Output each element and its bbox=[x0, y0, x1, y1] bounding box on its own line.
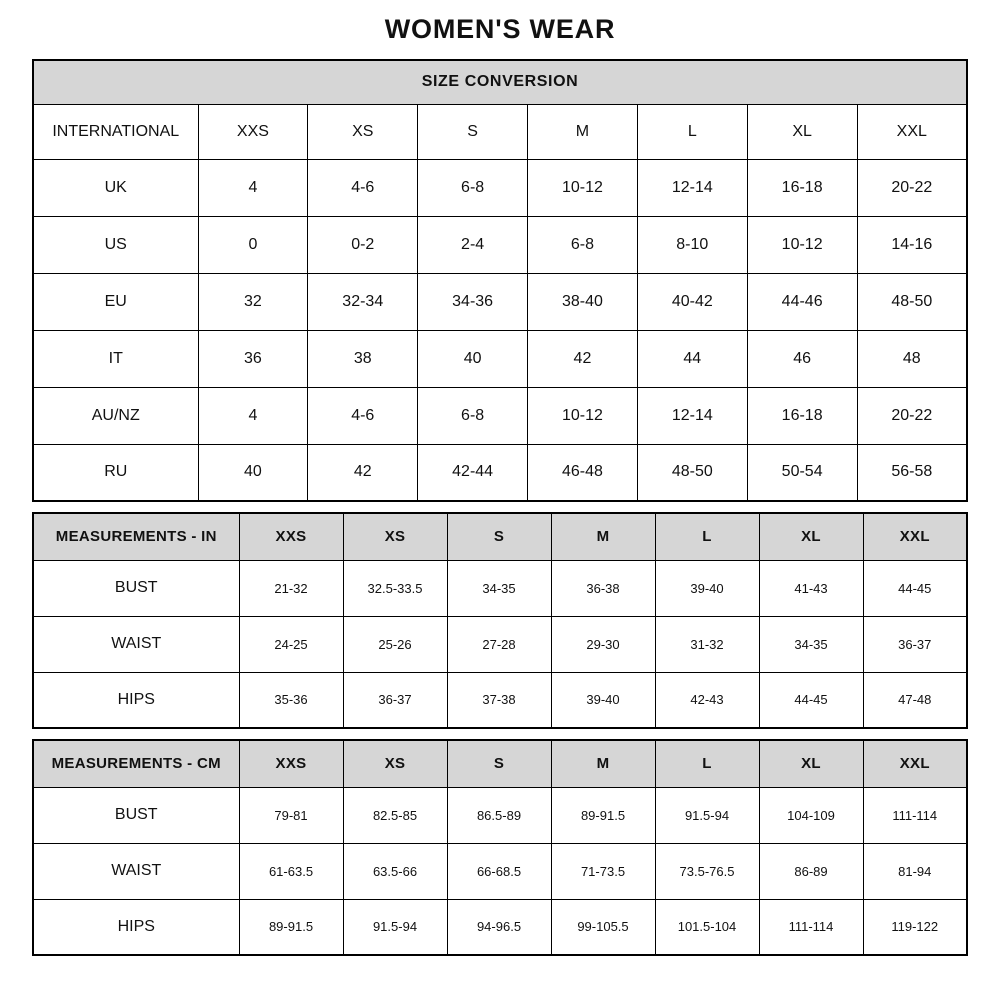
value-cell: 104-109 bbox=[759, 787, 863, 843]
row-label: UK bbox=[33, 159, 198, 216]
measurements-in-header-row bbox=[33, 513, 967, 560]
value-cell: 99-105.5 bbox=[551, 899, 655, 955]
column-header-xxl: XXL bbox=[863, 740, 967, 787]
value-cell: 6-8 bbox=[418, 387, 528, 444]
value-cell: 36-38 bbox=[551, 560, 655, 616]
row-label: IT bbox=[33, 330, 198, 387]
international-column-header: INTERNATIONAL bbox=[33, 104, 198, 159]
value-cell: 86-89 bbox=[759, 843, 863, 899]
column-header-xxs: XXS bbox=[198, 104, 308, 159]
value-cell: 0 bbox=[198, 216, 308, 273]
value-cell: 4-6 bbox=[308, 387, 418, 444]
column-header-m: M bbox=[551, 740, 655, 787]
value-cell: 4 bbox=[198, 387, 308, 444]
value-cell: 24-25 bbox=[239, 616, 343, 672]
value-cell: 56-58 bbox=[857, 444, 967, 501]
value-cell: 38-40 bbox=[528, 273, 638, 330]
column-header-m: M bbox=[551, 513, 655, 560]
value-cell: 4 bbox=[198, 159, 308, 216]
value-cell: 27-28 bbox=[447, 616, 551, 672]
column-header-l: L bbox=[655, 513, 759, 560]
value-cell: 38 bbox=[308, 330, 418, 387]
size-chart-page bbox=[32, 0, 968, 956]
value-cell: 46-48 bbox=[528, 444, 638, 501]
value-cell: 34-35 bbox=[759, 616, 863, 672]
column-header-l: L bbox=[655, 740, 759, 787]
value-cell: 61-63.5 bbox=[239, 843, 343, 899]
value-cell: 44-45 bbox=[759, 672, 863, 728]
value-cell: 36 bbox=[198, 330, 308, 387]
value-cell: 71-73.5 bbox=[551, 843, 655, 899]
column-header-s: S bbox=[447, 740, 551, 787]
value-cell: 73.5-76.5 bbox=[655, 843, 759, 899]
value-cell: 48-50 bbox=[637, 444, 747, 501]
value-cell: 25-26 bbox=[343, 616, 447, 672]
value-cell: 16-18 bbox=[747, 387, 857, 444]
table-row bbox=[33, 444, 967, 501]
size-conversion-title: SIZE CONVERSION bbox=[33, 60, 967, 104]
value-cell: 14-16 bbox=[857, 216, 967, 273]
value-cell: 36-37 bbox=[343, 672, 447, 728]
row-label: HIPS bbox=[33, 672, 239, 728]
value-cell: 32-34 bbox=[308, 273, 418, 330]
value-cell: 44 bbox=[637, 330, 747, 387]
value-cell: 47-48 bbox=[863, 672, 967, 728]
column-header-l: L bbox=[637, 104, 747, 159]
row-label: WAIST bbox=[33, 843, 239, 899]
value-cell: 29-30 bbox=[551, 616, 655, 672]
value-cell: 86.5-89 bbox=[447, 787, 551, 843]
column-header-s: S bbox=[418, 104, 528, 159]
column-header-xl: XL bbox=[759, 740, 863, 787]
value-cell: 40 bbox=[418, 330, 528, 387]
table-row bbox=[33, 560, 967, 616]
value-cell: 91.5-94 bbox=[343, 899, 447, 955]
value-cell: 111-114 bbox=[863, 787, 967, 843]
value-cell: 20-22 bbox=[857, 159, 967, 216]
value-cell: 40-42 bbox=[637, 273, 747, 330]
column-header-xxs: XXS bbox=[239, 740, 343, 787]
value-cell: 0-2 bbox=[308, 216, 418, 273]
column-header-xxl: XXL bbox=[857, 104, 967, 159]
value-cell: 44-45 bbox=[863, 560, 967, 616]
value-cell: 12-14 bbox=[637, 159, 747, 216]
size-conversion-header-row bbox=[33, 104, 967, 159]
value-cell: 32 bbox=[198, 273, 308, 330]
value-cell: 48-50 bbox=[857, 273, 967, 330]
column-header-xl: XL bbox=[759, 513, 863, 560]
row-label: WAIST bbox=[33, 616, 239, 672]
table-row bbox=[33, 387, 967, 444]
value-cell: 79-81 bbox=[239, 787, 343, 843]
value-cell: 16-18 bbox=[747, 159, 857, 216]
value-cell: 34-36 bbox=[418, 273, 528, 330]
value-cell: 42-43 bbox=[655, 672, 759, 728]
measurements-in-label: MEASUREMENTS - IN bbox=[33, 513, 239, 560]
row-label: AU/NZ bbox=[33, 387, 198, 444]
value-cell: 101.5-104 bbox=[655, 899, 759, 955]
column-header-xs: XS bbox=[343, 513, 447, 560]
value-cell: 89-91.5 bbox=[239, 899, 343, 955]
value-cell: 41-43 bbox=[759, 560, 863, 616]
value-cell: 4-6 bbox=[308, 159, 418, 216]
value-cell: 2-4 bbox=[418, 216, 528, 273]
value-cell: 37-38 bbox=[447, 672, 551, 728]
column-header-xs: XS bbox=[308, 104, 418, 159]
row-label: BUST bbox=[33, 560, 239, 616]
value-cell: 66-68.5 bbox=[447, 843, 551, 899]
column-header-xl: XL bbox=[747, 104, 857, 159]
column-header-m: M bbox=[528, 104, 638, 159]
table-row bbox=[33, 330, 967, 387]
table-row bbox=[33, 672, 967, 728]
row-label: RU bbox=[33, 444, 198, 501]
table-row bbox=[33, 616, 967, 672]
value-cell: 40 bbox=[198, 444, 308, 501]
table-row bbox=[33, 899, 967, 955]
table-row bbox=[33, 216, 967, 273]
measurements-cm-label: MEASUREMENTS - CM bbox=[33, 740, 239, 787]
value-cell: 10-12 bbox=[528, 159, 638, 216]
value-cell: 39-40 bbox=[551, 672, 655, 728]
value-cell: 10-12 bbox=[528, 387, 638, 444]
measurements-cm-header-row bbox=[33, 740, 967, 787]
size-conversion-table bbox=[32, 59, 968, 502]
row-label: EU bbox=[33, 273, 198, 330]
value-cell: 6-8 bbox=[418, 159, 528, 216]
value-cell: 91.5-94 bbox=[655, 787, 759, 843]
table-row bbox=[33, 273, 967, 330]
value-cell: 32.5-33.5 bbox=[343, 560, 447, 616]
column-header-s: S bbox=[447, 513, 551, 560]
value-cell: 82.5-85 bbox=[343, 787, 447, 843]
column-header-xxs: XXS bbox=[239, 513, 343, 560]
page-title: WOMEN'S WEAR bbox=[384, 14, 616, 44]
measurements-cm-table bbox=[32, 739, 968, 956]
value-cell: 8-10 bbox=[637, 216, 747, 273]
value-cell: 44-46 bbox=[747, 273, 857, 330]
table-row bbox=[33, 843, 967, 899]
value-cell: 119-122 bbox=[863, 899, 967, 955]
value-cell: 42-44 bbox=[418, 444, 528, 501]
value-cell: 21-32 bbox=[239, 560, 343, 616]
measurements-in-table bbox=[32, 512, 968, 729]
value-cell: 31-32 bbox=[655, 616, 759, 672]
value-cell: 89-91.5 bbox=[551, 787, 655, 843]
value-cell: 20-22 bbox=[857, 387, 967, 444]
row-label: HIPS bbox=[33, 899, 239, 955]
value-cell: 10-12 bbox=[747, 216, 857, 273]
table-row bbox=[33, 159, 967, 216]
value-cell: 46 bbox=[747, 330, 857, 387]
value-cell: 42 bbox=[308, 444, 418, 501]
value-cell: 111-114 bbox=[759, 899, 863, 955]
value-cell: 81-94 bbox=[863, 843, 967, 899]
column-header-xs: XS bbox=[343, 740, 447, 787]
row-label: US bbox=[33, 216, 198, 273]
value-cell: 39-40 bbox=[655, 560, 759, 616]
value-cell: 12-14 bbox=[637, 387, 747, 444]
value-cell: 42 bbox=[528, 330, 638, 387]
column-header-xxl: XXL bbox=[863, 513, 967, 560]
value-cell: 48 bbox=[857, 330, 967, 387]
value-cell: 36-37 bbox=[863, 616, 967, 672]
row-label: BUST bbox=[33, 787, 239, 843]
value-cell: 6-8 bbox=[528, 216, 638, 273]
value-cell: 63.5-66 bbox=[343, 843, 447, 899]
value-cell: 34-35 bbox=[447, 560, 551, 616]
table-row bbox=[33, 787, 967, 843]
value-cell: 50-54 bbox=[747, 444, 857, 501]
value-cell: 35-36 bbox=[239, 672, 343, 728]
value-cell: 94-96.5 bbox=[447, 899, 551, 955]
table-title-row bbox=[33, 60, 967, 104]
